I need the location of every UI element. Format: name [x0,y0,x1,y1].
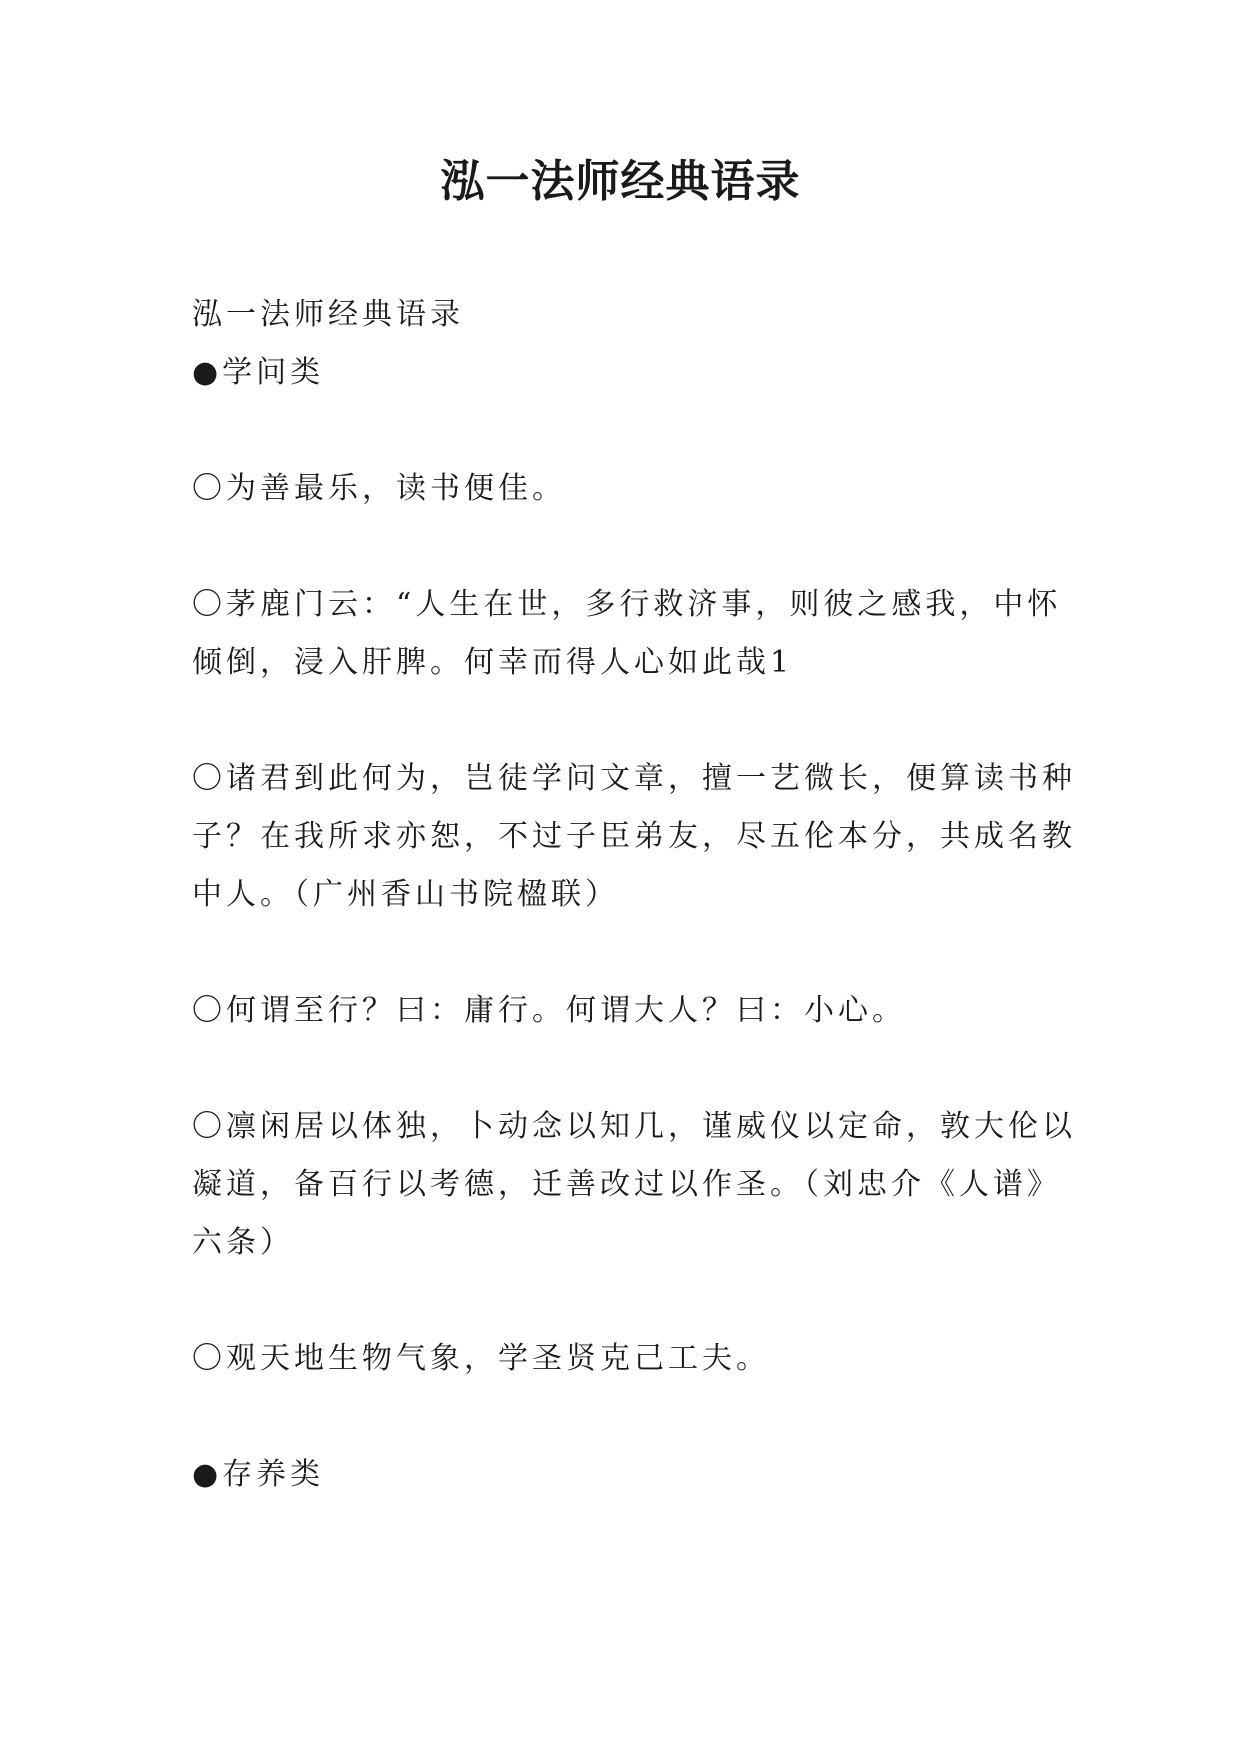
quote-paragraph [192,1330,1062,1388]
quote-line: 〇诸君到此何为，岂徒学问文章，擅一艺微长，便算读书种 [192,761,1076,796]
document-title: 泓一法师经典语录 [440,156,801,207]
quote-line: 〇凛闲居以体独，卜动念以知几，谨威仪以定命，敦大伦以 [192,1109,1076,1144]
quote-line: 子？在我所求亦恕，不过子臣弟友，尽五伦本分，共成名教 [192,819,1076,854]
quote-line: 六条） [192,1225,294,1260]
quote-line: 〇茅鹿门云：“人生在世，多行救济事，则彼之感我，中怀 [192,587,1062,622]
quote-paragraph [192,750,1076,924]
quote-line: 中人。（广州香山书院楹联） [192,877,619,912]
quote-paragraph [192,982,1062,1040]
body-heading: 泓一法师经典语录 [192,297,464,332]
quote-line: 〇观天地生物气象，学圣贤克己工夫。 [192,1341,770,1376]
section-heading-cultivation: ●存养类 [192,1457,325,1492]
document-body [192,286,1076,1504]
quote-line: 倾倒，浸入肝脾。何幸而得人心如此哉1 [192,645,794,680]
quote-paragraph [192,576,1062,692]
quote-line: 凝道，备百行以考德，迁善改过以作圣。（刘忠介《人谱》 [192,1167,1061,1202]
section-heading-learning: ●学问类 [192,355,325,390]
quote-paragraph [192,460,1062,518]
quote-paragraph [192,1098,1076,1272]
quote-line: 〇为善最乐，读书便佳。 [192,471,566,506]
quote-line: 〇何谓至行？曰：庸行。何谓大人？曰：小心。 [192,993,906,1028]
